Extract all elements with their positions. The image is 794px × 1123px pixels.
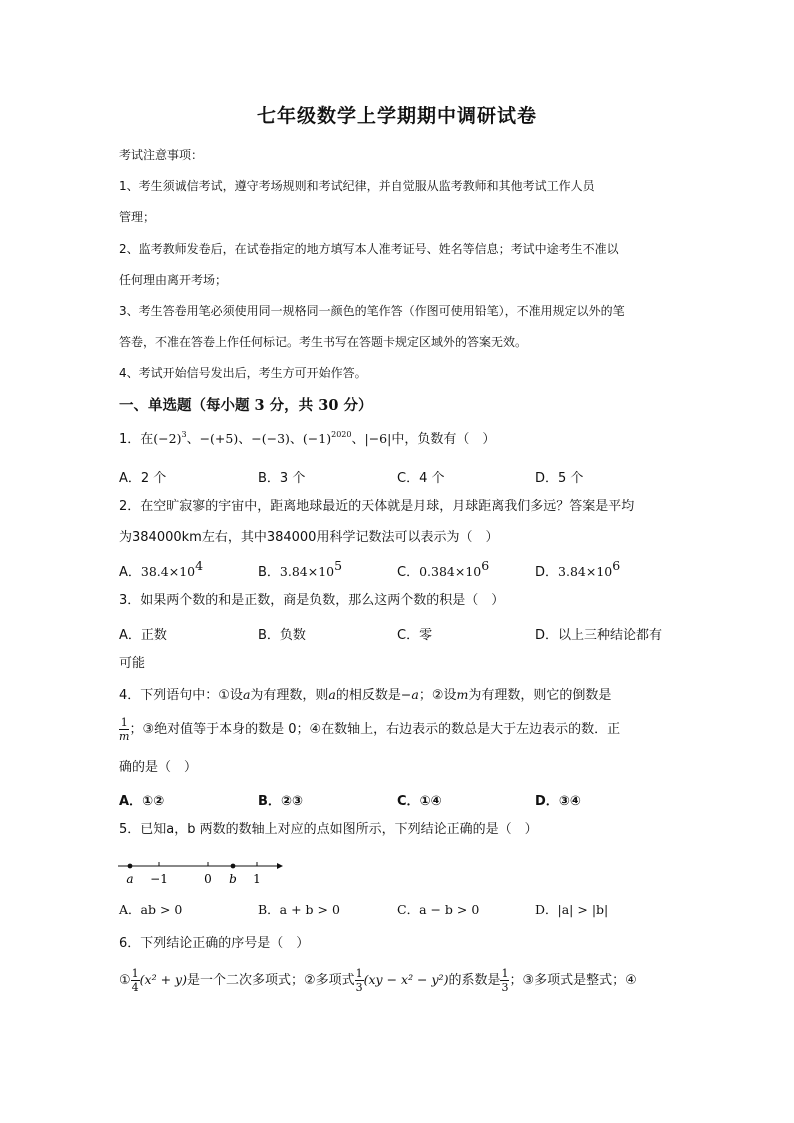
q1-term-3: −(−3) (251, 431, 290, 446)
option-b: B．②③ (258, 794, 303, 809)
option-b: B．a + b > 0 (258, 902, 340, 917)
option-a: A．正数 (119, 628, 167, 643)
q1-prefix: 1．在 (119, 432, 154, 447)
option-b: B．负数 (258, 628, 306, 643)
q1-sep: 、 (351, 432, 365, 447)
q1-term-4: $(-1)^{2020}$ (302, 430, 352, 446)
q4-options (119, 790, 679, 810)
option-d: D．$3.84\times 10^6$ (535, 558, 621, 580)
option-a: A．$38.4\times 10^4$ (119, 558, 204, 580)
q5-options (119, 900, 679, 920)
arrow-icon (277, 863, 283, 869)
q2-options (119, 558, 679, 581)
q1-sep: 、 (289, 432, 303, 447)
notice-item-3: 3、考生答卷用笔必须使用同一规格同一颜色的笔作答（作图可使用铅笔），不准用规定以外的笔 (119, 304, 625, 318)
question-6-cont: ① $\frac{1}{4}$ (x² + y)是一个二次多项式；②多项式 $\frac{1}{3}$ (xy − x² − y²)的系数是 $\frac{1}{3}$ ；③多项式是整式；④ (119, 967, 637, 994)
option-d: D．5 个 (535, 471, 584, 486)
point-b (231, 864, 236, 869)
q1-sep: 、 (186, 432, 200, 447)
q3-options (119, 624, 679, 644)
question-5: 5．已知a，b 两数的数轴上对应的点如图所示，下列结论正确的是（ ） (119, 822, 538, 837)
question-4-cont: $\frac{1}{m}$ ；③绝对值等于本身的数是 0；④在数轴上，右边表示的数总是大于左边表示的数．正 (119, 716, 621, 743)
notice-item-3-cont: 答卷，不准在答卷上作任何标记。考生书写在答题卡规定区域外的答案无效。 (119, 335, 528, 349)
label-minus-1: −1 (150, 872, 168, 886)
fraction-1-over-m: $\frac{1}{m}$ (119, 716, 130, 743)
question-3: 3．如果两个数的和是正数，商是负数，那么这两个数的积是（ ） (119, 593, 505, 608)
number-line-figure (115, 855, 285, 887)
notice-heading: 考试注意事项： (119, 148, 204, 162)
question-2-cont: 为384000km左右，其中384000用科学记数法可以表示为（ ） (119, 530, 499, 545)
option-b: B．3 个 (258, 471, 306, 486)
fraction-1-3-b: $\frac{1}{3}$ (501, 967, 509, 994)
option-c: C．$0.384\times 10^6$ (397, 558, 490, 580)
option-d: D．|a| > |b| (535, 902, 609, 917)
section-heading: 一、单选题（每小题 3 分，共 30 分） (119, 397, 373, 414)
q1-term-1: $(-2)^3$ (153, 430, 187, 446)
option-b: B．$3.84\times 10^5$ (258, 558, 343, 580)
fraction-1-4: $\frac{1}{4}$ (131, 967, 139, 994)
option-c: C．a − b > 0 (397, 902, 480, 917)
option-a: A．2 个 (119, 471, 167, 486)
option-d: D．以上三种结论都有 (535, 628, 663, 643)
option-c: C．4 个 (397, 471, 445, 486)
q1-suffix: 中，负数有（ ） (391, 432, 496, 447)
notice-item-2-cont: 任何理由离开考场； (119, 273, 228, 287)
label-1: 1 (253, 872, 261, 886)
q1-term-5: |−6| (364, 431, 392, 446)
question-2: 2．在空旷寂寥的宇宙中，距离地球最近的天体就是月球，月球距离我们多远？答案是平均 (119, 499, 635, 514)
question-6: 6．下列结论正确的序号是（ ） (119, 936, 310, 951)
option-a: A．ab > 0 (119, 902, 183, 917)
q1-options (119, 467, 679, 487)
option-a: A．①② (119, 794, 165, 809)
question-4-cont-2: 确的是（ ） (119, 760, 198, 775)
notice-item-1: 1、考生须诚信考试，遵守考场规则和考试纪律，并自觉服从监考教师和其他考试工作人员 (119, 179, 595, 193)
notice-item-2: 2、监考教师发卷后，在试卷指定的地方填写本人准考证号、姓名等信息；考试中途考生不准以 (119, 242, 619, 256)
option-c: C．①④ (397, 794, 442, 809)
point-a (128, 864, 133, 869)
notice-item-1-cont: 管理； (119, 210, 156, 224)
label-b: b (229, 872, 237, 886)
label-a: a (126, 872, 134, 886)
question-1 (119, 430, 675, 449)
page-title: 七年级数学上学期期中调研试卷 (256, 105, 537, 127)
option-d: D．③④ (535, 794, 581, 809)
notice-item-4: 4、考试开始信号发出后，考生方可开始作答。 (119, 366, 367, 380)
q1-sep: 、 (238, 432, 252, 447)
question-4: 4．下列语句中：①设a为有理数，则a的相反数是−a；②设m为有理数，则它的倒数是 (119, 687, 612, 703)
q1-term-2: −(+5) (199, 431, 239, 446)
label-0: 0 (204, 872, 212, 886)
option-c: C．零 (397, 628, 433, 643)
fraction-1-3: $\frac{1}{3}$ (355, 967, 363, 994)
q3-option-d-cont: 可能 (119, 656, 146, 671)
